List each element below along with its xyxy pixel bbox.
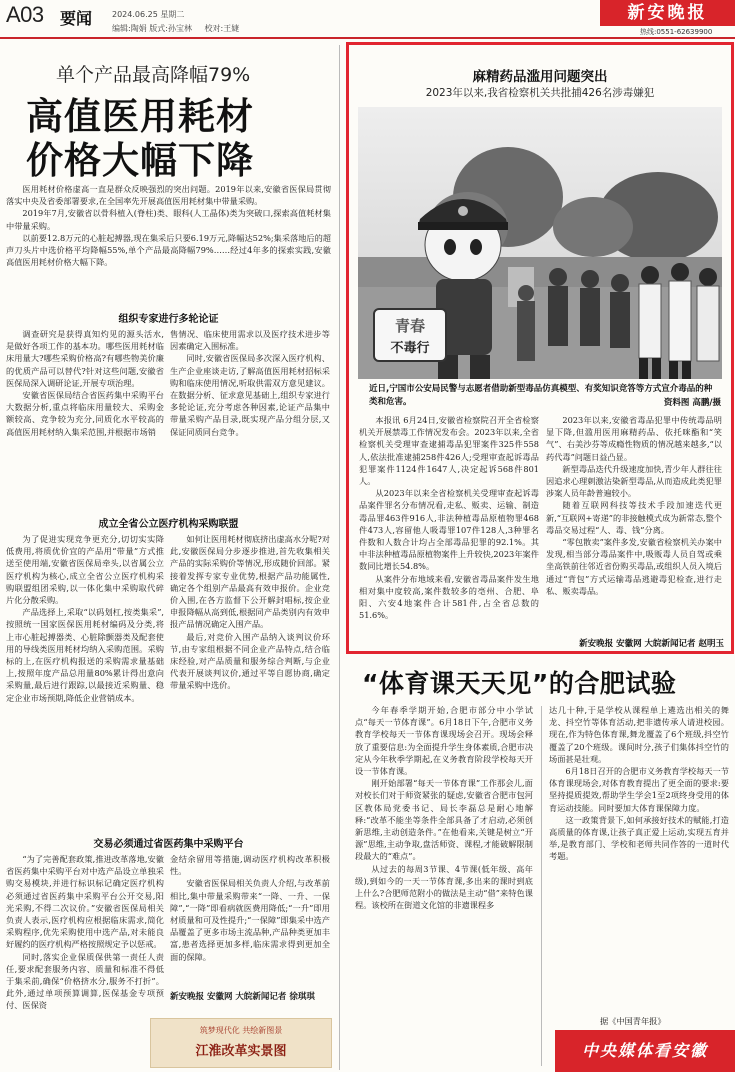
section-heading-1: 组织专家进行多轮论证 [118,314,219,325]
issue-weekday: 星期二 [160,10,185,19]
section-1-col-2 [170,328,330,506]
pe-article-title: “体育课天天见”的合肥试验 [362,669,677,698]
hotline: 热线:0551-62639900 [640,28,713,36]
paragraph: 同时,安徽省医保局多次深入医疗机构、生产企业座谈走访,了解高值医用耗材招标采购和临床使用情况,听取供需双方意见建议。在数据分析、征求意见基础上,组织专家进行多轮论证,充分考虑各种因素,论证产品集中带量采购产品目录,既实现产品分组分层,又保证同质同台竞争。 [170,353,330,437]
slogan-sign [374,309,446,361]
paragraph: 6月18日召开的合肥市义务教育学校每天一节体育课现场会,对体育教育提出了更全面的要求:要坚持提质提效,帮助学生学会1至2项终身受用的体育运动技能。同时要加大体育课保障力度。 [549,766,729,813]
paragraph: 从过去的每周3节课、4节课(低年级、高年级),到如今的一天一节体育课,多出来的课时到底上什么?合肥师范附小的做法是主动“借”来特色课程。该校所在街道文化馆的非遗课程多 [355,863,533,911]
column-divider [339,45,340,1070]
paragraph: 达几十种,于是学校从课程单上遴选出相关的舞龙、抖空竹等体育活动,把非遗传承人请进校园。现在,作为特色体育课,舞龙覆盖了6个班级,抖空竹覆盖了20个班级。课间时分,孩子们集体抖空竹的场面甚是壮观。 [549,705,729,764]
photo-illustration [358,107,722,379]
paragraph: 安徽省医保局相关负责人介绍,与改革前相比,集中带量采购带来“一降、一升、一保障”,“一降”即看病就医费用降低;“一升”即用材质量和可及性提升;“一保障”即集采中选产品覆盖了更多市场主流品种,产品种类更加丰富,患者选择更加多样,临床需求得到更加全面的保障。 [170,878,330,962]
box-subtitle: 2023年以来,我省检察机关共批捕426名涉毒嫌犯 [425,87,655,99]
paragraph: 同时,落实企业保质保供第一责任人责任,要求配套服务内容、质量和标准不得低于集采前,确保“价格挤水分,服务不打折”。此外,通过单项预算调算,医保基金专项预付、医保资 [6,951,164,1011]
promo-slogan: 筑梦现代化 共绘新图景 [199,1026,283,1035]
sign-text-bottom: 不毒行 [390,341,430,356]
paragraph: 安徽省医保局结合省医药集中采购平台大数据分析,重点将临床用量较大、采购金额较高、竞争较为充分,同质化水平较高的高值医用耗材纳入集采范围,并根据市场销 [6,390,164,437]
box-title: 麻精药品滥用问题突出 [472,69,608,85]
pe-article-col-1 [355,704,533,1068]
paragraph: 从案件分布地域来看,安徽省毒品案件发生地相对集中度较高,案件数较多的亳州、合肥、阜阳、六安4地案件合计581件,占全省总数的51.6%。 [359,573,539,621]
paragraph: 本报讯 6月24日,安徽省检察院召开全省检察机关开展禁毒工作情况发布会。2023年以来,全省检察机关受理审查逮捕毒品犯罪案件325件558人,依法批准逮捕258件426人;受理审查起诉毒品犯罪案件1124件1647人,决定起诉568件801人。 [359,415,539,487]
issue-date-line [112,9,184,20]
box-col-2 [546,414,722,632]
paragraph: “零包散卖”案件多发,安徽省检察机关办案中发现,相当部分毒品案件中,吸贩毒人员自驾或乘坐高铁前往邻近省份购买毒品,或组织人员入境后通过“背包”方式运输毒品逃避毒犯检查,进行走私、贩卖毒品。 [546,537,722,596]
paragraph: 从2023年以来全省检察机关受理审查起诉毒品案件罪名分布情况看,走私、贩卖、运输、制造毒品罪463件916人,非法种植毒品原植物罪468件473人,容留他人吸毒罪107件128人,3种罪名件数和人数合计均占全部毒品犯罪的92.1%。其中非法种植毒品原植物案件上升较快,2023年案件数同比增长54.8%。 [359,488,539,572]
section-3-col-2 [170,853,330,983]
section-heading-2: 成立全省公立医疗机构采购联盟 [98,519,239,530]
paragraph: 医用耗材价格虚高一直是群众反映强烈的突出问题。2019年以来,安徽省医保局贯彻落实中央及省委部署要求,在全国率先开展高值医用耗材集中带量采购。 [6,184,331,207]
newspaper-logo: 新安晚报 [600,0,735,26]
left-article-intro [6,183,331,298]
column-divider [541,706,542,1066]
drug-abuse-article-box [346,42,734,654]
column-banner: 中央媒体看安徽 [555,1030,735,1072]
promo-banner[interactable] [150,1018,332,1068]
section-2-col-1 [6,533,164,823]
photo-credit: 资料图 高鹏/摄 [663,398,721,408]
box-byline: 新安晚报 安徽网 大皖新闻记者 赵明玉 [579,639,724,649]
left-article-title-line2: 价格大幅下降 [26,139,254,182]
header-rule [0,37,735,39]
editor: 编辑:陶娟 [112,24,147,33]
paragraph: “为了完善配套政策,推进改革落地,安徽省医药集中采购平台对中选产品设立单独采购交易模块,并进行标识标记确定医疗机构必须通过省医药集中采购平台公开交易,阳光采购,不得二次议价。”安徽省医保局相关负责人表示,医疗机构应根据临床需求,简化采购程序,优先采购使用中选产品,对未能良好履约的医疗机构严格按照规定予以惩戒。 [6,854,164,950]
sign-text-top: 青春 [394,317,426,335]
paragraph: 金结余留用等措施,调动医疗机构改革积极性。 [170,854,330,877]
paragraph: 以前要12.8万元的心脏起搏器,现在集采后只要6.19万元,降幅达52%;集采落地后的超声刀头片中选价格平均降幅55%,单个产品最高降幅79%……经过4年多的探索实践,安徽高值医用耗材价格大幅下降。 [6,232,331,268]
left-article-byline: 新安晚报 安徽网 大皖新闻记者 徐琪琪 [170,992,315,1002]
anti-drug-event-photo [358,107,722,379]
section-3-col-1 [6,853,164,1069]
paragraph: 售情况、临床使用需求以及医疗技术进步等因素确定入围标准。 [170,329,330,352]
issue-date: 2024.06.25 [112,10,158,19]
paragraph: 随着互联网科技等技术手段加速迭代更新,“互联网+寄递”的非接触模式成为新常态,整个毒品交易过程“人、毒、钱”分离。 [546,500,722,535]
paragraph: 2019年7月,安徽省以骨科植入(脊柱)类、眼科(人工晶体)类为突破口,探索高值耗材集中带量采购。 [6,208,331,231]
designer: 版式:孙宝林 [149,24,192,33]
box-col-1 [359,414,539,646]
proofreader: 校对:王婕 [204,24,240,33]
paragraph: 最后,对竞价入围产品纳入谈判议价环节,由专家组根据不同企业产品特点,结合临床经验,对产品质量和服务综合判断,与企业代表开展谈判议价,通过平等自愿协商,确定带量采购中选价。 [170,631,330,691]
left-article-subtitle: 单个产品最高降幅79% [56,64,251,86]
staff-line [112,23,239,34]
left-article-title-line1: 高值医用耗材 [26,95,254,138]
article-source: 据《中国青年报》 [600,1016,666,1026]
paragraph: 刚开始部署“每天一节体育课”工作那会儿,面对校长们对于师资紧张的疑虑,安徽省合肥市包河区教体局党委书记、局长李磊总是耐心地解释:“改革不能坐等条件全部具备了才启动,必须创新思维,主动创造条件。”在他看来,关键是树立“开源”思维,主动争取,盘活师资、课程,才能破解限制段最大的“难点”。 [355,778,533,862]
paragraph: 产品选择上,采取“以码划杠,按类集采”,按照统一国家医保医用耗材编码及分类,将上市心脏起搏器类、心脏除颤器类及配套使用的导线类医用耗材均纳入采购范围。采购标的上,在医疗机构报送的采购需求量基础上,按照年度产品总用量80%累计得出意向采购量,最后进行跟踪,以最接近采购量、稳定企业市场预期,降低企业营销成本。 [6,607,164,703]
section-1-col-1 [6,328,164,506]
section-2-col-2 [170,533,330,823]
section-heading-3: 交易必须通过省医药集中采购平台 [93,839,244,850]
paragraph: 这一政策背景下,如何承接好技术的赋能,打造高质量的体育课,让孩子真正爱上运动,实现五育并举,是教育部门、学校和老师共同作答的一道时代考题。 [549,814,729,862]
paragraph: 新型毒品迭代升级速度加快,青少年人群往往因追求心理刺激沾染新型毒品,从而造成此类犯罪涉案人员年龄普遍较小。 [546,463,722,499]
pe-article-col-2 [549,704,729,1016]
promo-title: 江淮改革实景图 [195,1044,287,1059]
photo-caption: 近日,宁国市公安局民警与志愿者借助新型毒品仿真模型、有奖知识竞答等方式宣介毒品的种类和危害。 [369,384,713,407]
paragraph: 今年春季学期开始,合肥市部分中小学试点“每天一节体育课”。6月18日下午,合肥市义务教育学校每天一节体育课现场会召开。现场会释放了重要信息:为全面提升学生身体素质,合肥市决定从今年秋季学期起,在义务教育阶段学校每天开设一节体育课。 [355,705,533,777]
paragraph: 调查研究是获得真知灼见的源头活水,是做好各项工作的基本功。哪些医用耗材临床用量大?哪些采购价格高?有哪些物美价廉的优质产品可以替代?针对这些问题,安徽省医保局深入调研论证,开展专项治理。 [6,329,164,388]
section-name: 要闻 [60,9,93,28]
paragraph: 如何让医用耗材彻底挤出虚高水分呢?对此,安徽医保局分步逐步推进,首先收集相关产品的实际采购价等情况,形成随价回部。紧接着发挥专家专业优势,根据产品功能属性,确定各个组别产品最高有效申报价。企业竞价入围,在各方监督下公开解封唱标,按企业申报降幅从高到低,根据同产品类别内有效申报产品情况确定入围产品。 [170,534,330,630]
paragraph: 为了促进实现竞争更充分,切切实实降低费用,将质优价宜的产品用“带量”方式推送至使用端,安徽省医保局牵头,以省属公立医疗机构为核心,成立全省公立医疗机构采购联盟组团采购,以一体化集中采购取代碎片化分散采购。 [6,534,164,606]
paragraph: 2023年以来,安徽省毒品犯罪中传统毒品明显下降,但滥用医用麻精药品、依托咪酯和“笑气”、右美沙芬等成瘾性物质的情况越来越多,“以药代毒”问题日益凸显。 [546,415,722,462]
page-number: A03 [6,2,44,27]
